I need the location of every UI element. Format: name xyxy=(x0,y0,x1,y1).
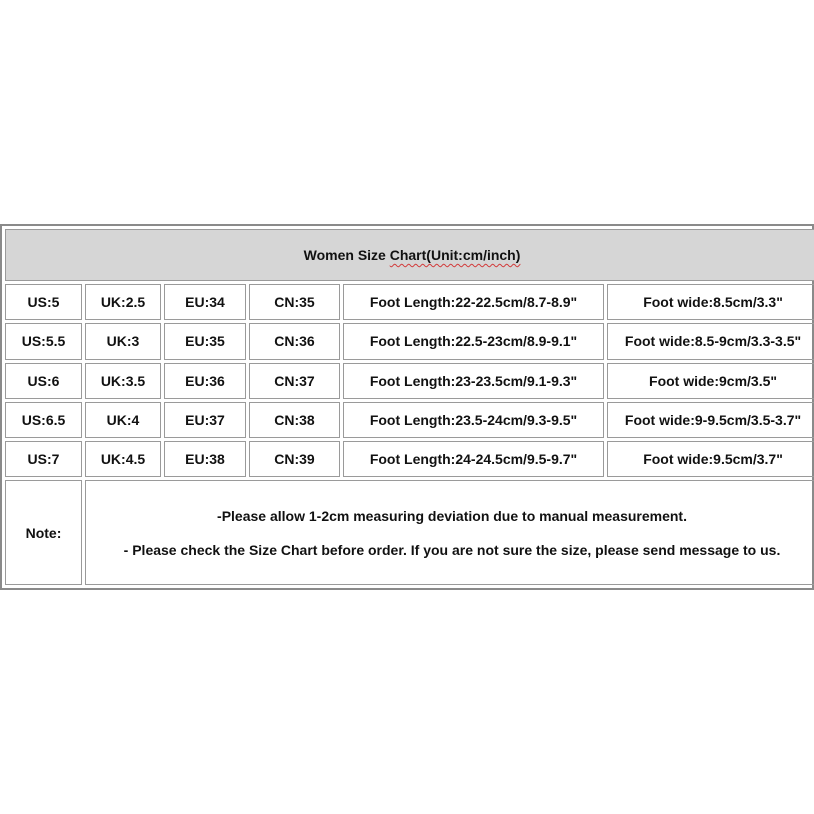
size-chart xyxy=(0,224,814,590)
size-table xyxy=(2,226,814,588)
foot-length-cell: Foot Length:22-22.5cm/8.7-8.9" xyxy=(343,284,604,320)
title-row xyxy=(5,229,814,281)
foot-wide-cell: Foot wide:9cm/3.5" xyxy=(607,363,814,399)
table-row xyxy=(5,441,814,477)
table-row xyxy=(5,284,814,320)
uk-size-cell: UK:3 xyxy=(85,323,161,359)
foot-length-cell: Foot Length:22.5-23cm/8.9-9.1" xyxy=(343,323,604,359)
note-line: -Please allow 1-2cm measuring deviation due to manual measurement. xyxy=(217,507,687,524)
cn-size-cell: CN:38 xyxy=(249,402,340,438)
uk-size-cell: UK:3.5 xyxy=(85,363,161,399)
us-size-cell: US:7 xyxy=(5,441,82,477)
cn-size-cell: CN:39 xyxy=(249,441,340,477)
foot-length-cell: Foot Length:23-23.5cm/9.1-9.3" xyxy=(343,363,604,399)
eu-size-cell: EU:36 xyxy=(164,363,246,399)
table-row xyxy=(5,402,814,438)
foot-length-cell: Foot Length:24-24.5cm/9.5-9.7" xyxy=(343,441,604,477)
foot-wide-cell: Foot wide:9.5cm/3.7" xyxy=(607,441,814,477)
table-row xyxy=(5,323,814,359)
us-size-cell: US:6.5 xyxy=(5,402,82,438)
foot-wide-cell: Foot wide:9-9.5cm/3.5-3.7" xyxy=(607,402,814,438)
note-cell xyxy=(85,480,814,585)
note-line: - Please check the Size Chart before order. If you are not sure the size, please send message to us. xyxy=(123,541,781,558)
uk-size-cell: UK:4 xyxy=(85,402,161,438)
note-row xyxy=(5,480,814,585)
eu-size-cell: EU:38 xyxy=(164,441,246,477)
table-title xyxy=(304,247,521,263)
us-size-cell: US:5 xyxy=(5,284,82,320)
cn-size-cell: CN:36 xyxy=(249,323,340,359)
eu-size-cell: EU:34 xyxy=(164,284,246,320)
cn-size-cell: CN:37 xyxy=(249,363,340,399)
us-size-cell: US:6 xyxy=(5,363,82,399)
eu-size-cell: EU:35 xyxy=(164,323,246,359)
table-row xyxy=(5,363,814,399)
note-label: Note: xyxy=(5,480,82,585)
foot-wide-cell: Foot wide:8.5-9cm/3.3-3.5" xyxy=(607,323,814,359)
foot-wide-cell: Foot wide:8.5cm/3.3" xyxy=(607,284,814,320)
title-unit: Chart(Unit:cm/inch) xyxy=(389,247,521,263)
title-prefix: Women Size xyxy=(303,247,390,263)
uk-size-cell: UK:2.5 xyxy=(85,284,161,320)
uk-size-cell: UK:4.5 xyxy=(85,441,161,477)
foot-length-cell: Foot Length:23.5-24cm/9.3-9.5" xyxy=(343,402,604,438)
cn-size-cell: CN:35 xyxy=(249,284,340,320)
us-size-cell: US:5.5 xyxy=(5,323,82,359)
eu-size-cell: EU:37 xyxy=(164,402,246,438)
title-cell xyxy=(5,229,814,281)
